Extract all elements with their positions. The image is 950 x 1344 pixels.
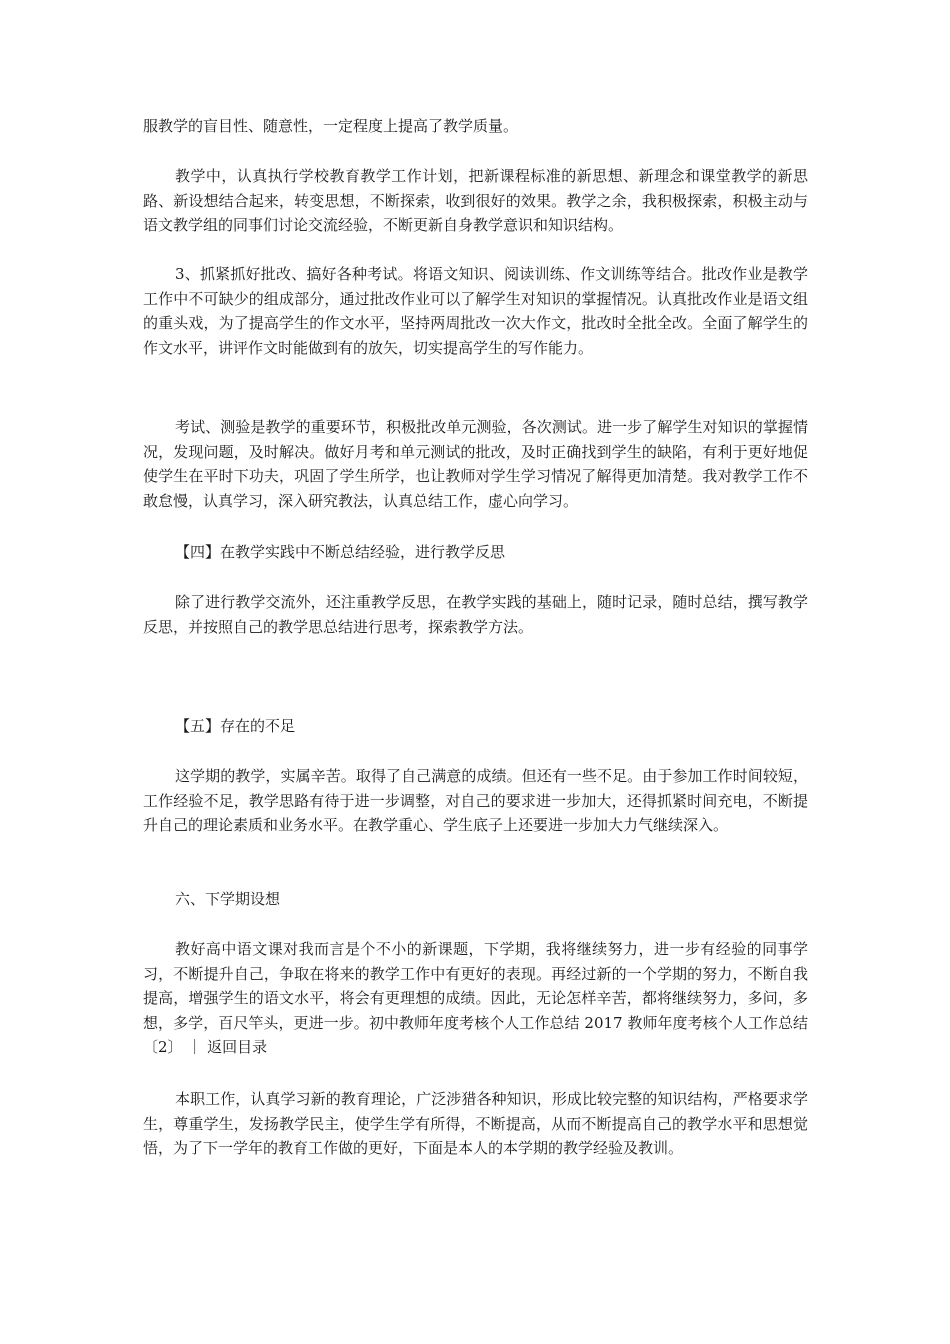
paragraph-continuation: 服教学的盲目性、随意性，一定程度上提高了教学质量。	[143, 117, 519, 135]
paragraph-shortcomings: 这学期的教学，实属辛苦。取得了自己满意的成绩。但还有一些不足。由于参加工作时间较短，工作经验不足，教学思路有待于进一步调整，对自己的要求进一步加大，还得抓紧时间充电，不断提升自己的理论素质和业务水平。在教学重心、学生底子上还要进一步加大力气继续深入。	[143, 767, 808, 834]
section-heading-shortcomings: 【五】存在的不足	[175, 717, 296, 735]
paragraph-homework-grading: 3、抓紧抓好批改、搞好各种考试。将语文知识、阅读训练、作文训练等结合。批改作业是教学工作中不可缺少的组成部分，通过批改作业可以了解学生对知识的掌握情况。认真批改作业是语文组的重头戏，为了提高学生的作文水平，坚持两周批改一次大作文，批改时全批全改。全面了解学生的作文水平，讲评作文时能做到有的放矢，切实提高学生的写作能力。	[143, 265, 808, 357]
paragraph-job-summary: 本职工作，认真学习新的教育理论，广泛涉猎各种知识，形成比较完整的知识结构，严格要求学生，尊重学生，发扬教学民主，使学生学有所得，不断提高，从而不断提高自己的教学水平和思想觉悟，为了下一学年的教育工作做的更好，下面是本人的本学期的教学经验及教训。	[143, 1090, 808, 1157]
section-heading-reflection: 【四】在教学实践中不断总结经验，进行教学反思	[175, 543, 506, 561]
paragraph-reflection: 除了进行教学交流外，还注重教学反思，在教学实践的基础上，随时记录，随时总结，撰写教学反思，并按照自己的教学思总结进行思考，探索教学方法。	[143, 593, 808, 636]
paragraph-exams: 考试、测验是教学的重要环节，积极批改单元测验，各次测试。进一步了解学生对知识的掌握情况，发现问题，及时解决。做好月考和单元测试的批改，及时正确找到学生的缺陷，有利于更好地促使学生在平时下功夫，巩固了学生所学，也让教师对学生学习情况了解得更加清楚。我对教学工作不敢怠慢，认真学习，深入研究教法，认真总结工作，虚心向学习。	[143, 418, 808, 510]
section-heading-next-term: 六、下学期设想	[175, 890, 281, 908]
paragraph-next-term: 教好高中语文课对我而言是个不小的新课题，下学期，我将继续努力，进一步有经验的同事学习，不断提升自己，争取在将来的教学工作中有更好的表现。再经过新的一个学期的努力，不断自我提高，增强学生的语文水平，将会有更理想的成绩。因此，无论怎样辛苦，都将继续努力，多问，多想，多学，百尺竿头，更进一步。初中教师年度考核个人工作总结 2017 教师年度考核个人工作总结〔2〕 ｜ 返回目录	[143, 940, 808, 1056]
paragraph-teaching-plan: 教学中，认真执行学校教育教学工作计划，把新课程标准的新思想、新理念和课堂教学的新思路、新设想结合起来，转变思想，不断探索，收到很好的效果。教学之余，我积极探索，积极主动与语文教学组的同事们讨论交流经验，不断更新自身教学意识和知识结构。	[143, 167, 808, 234]
